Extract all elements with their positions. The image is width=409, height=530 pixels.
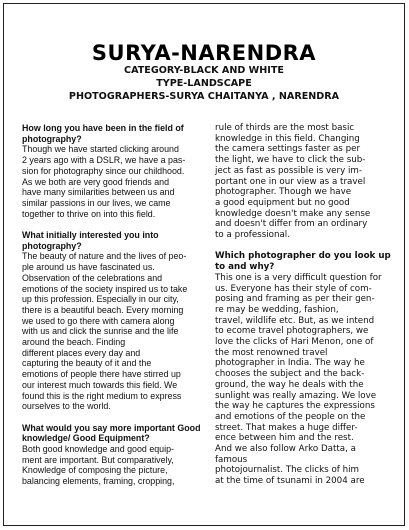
- answer-line: sunlight was really amazing. We love: [215, 390, 377, 401]
- answer-line: Though we have started clicking around: [22, 144, 179, 155]
- answer-line: street. That makes a huge differ-: [215, 422, 358, 433]
- answer-line: balancing elements, framing, cropping,: [22, 476, 175, 487]
- answer-line: love the clicks of Hari Menon, one of: [215, 337, 374, 348]
- answer-line: And we also follow Arko Datta, a: [215, 444, 356, 455]
- answer-line: the camera settings faster as per: [215, 144, 361, 155]
- photographers-line: PHOTOGRAPHERS-SURYA CHAITANYA , NARENDRA: [68, 91, 340, 102]
- answer-line: ourselves to the world.: [22, 401, 111, 412]
- answer-line: our interest much towards this field. We: [22, 379, 178, 390]
- answer-line: photographer. Though we have: [215, 187, 352, 198]
- answer-line: and emotions of the people on the: [215, 411, 366, 422]
- answer-line: emotions of the society inspired us to take: [22, 283, 188, 294]
- question-line: What would you say more important Good: [22, 422, 201, 433]
- answer-line: As we both are very good friends and: [22, 176, 170, 187]
- answer-line: ple around us have fascinated us.: [22, 262, 155, 273]
- article-header: [4, 4, 404, 103]
- answer-line: Observation of the celebrations and: [22, 272, 163, 283]
- qa-block: [22, 123, 196, 219]
- question-line: What initially interested you into: [22, 230, 159, 241]
- answer-line: the light, we have to click the sub-: [215, 155, 366, 166]
- article-title: SURYA-NARENDRA: [91, 41, 317, 65]
- answer-line: to ecome travel photographers, we: [215, 326, 369, 337]
- answer-line: 2 years ago with a DSLR, we have a pas-: [22, 155, 186, 166]
- qa-block: [22, 230, 196, 412]
- left-column: [22, 123, 201, 498]
- answer-line: ment are important. But comparatively,: [22, 454, 174, 465]
- answer-line: knowledge in this field. Changing: [215, 133, 360, 144]
- answer-line: around the beach. Finding: [22, 337, 126, 348]
- qa-block: [215, 123, 390, 241]
- category-line: CATEGORY-BLACK AND WHITE: [124, 65, 284, 76]
- answer-line: at the time of tsunami in 2004 are: [215, 476, 365, 487]
- answer-line: The beauty of nature and the lives of peo-: [22, 251, 187, 262]
- question-line: How long you have been in the field of: [22, 123, 184, 133]
- answer-line: posing and framing as per their gen-: [215, 294, 375, 305]
- page-frame: [3, 3, 405, 526]
- question-line: photography?: [22, 133, 82, 144]
- answer-line: we used to go there with camera along: [22, 315, 175, 326]
- qa-block: [215, 251, 390, 486]
- answer-line: emotions of people there have stirred up: [22, 369, 181, 380]
- answer-line: with us and click the sunrise and the life: [22, 326, 179, 337]
- answer-line: the most renowned travel: [215, 347, 328, 358]
- answer-line: have many similarities between us and: [22, 187, 175, 198]
- answer-line: there is a beautiful beach. Every morning: [22, 304, 184, 315]
- answer-line: Both good knowledge and good equip-: [22, 444, 174, 455]
- qa-block: [22, 422, 201, 487]
- answer-line: photographer in India. The way he: [215, 358, 365, 369]
- answer-line: ground, the way he deals with the: [215, 379, 364, 390]
- right-column: [215, 123, 390, 498]
- answer-line: travel, wildlife etc. But, as we intend: [215, 315, 375, 326]
- answer-line: photojournalist. The clicks of him: [215, 465, 359, 476]
- answer-line: different places every day and: [22, 347, 141, 358]
- answer-line: sion for photography since our childhood.: [22, 165, 185, 176]
- answer-line: up this profession. Especially in our city,: [22, 294, 179, 305]
- answer-line: a good equipment but no good: [215, 197, 350, 208]
- question-line: knowledge/ Good Equipment?: [22, 433, 150, 444]
- answer-line: chooses the subject and the back-: [215, 369, 365, 380]
- answer-line: This one is a very difficult question for: [215, 272, 382, 283]
- answer-line: re may be wedding, fashion,: [215, 304, 339, 315]
- interview-columns: [22, 123, 390, 498]
- answer-line: us. Everyone has their style of com-: [215, 283, 372, 294]
- answer-line: capturing the beauty of it and the: [22, 358, 152, 369]
- question-line: Which photographer do you look up: [215, 251, 391, 262]
- answer-line: portant one in our view as a travel: [215, 176, 366, 187]
- answer-line: the way he captures the expressions: [215, 401, 375, 412]
- question-line: to and why?: [215, 262, 275, 273]
- question-line: photography?: [22, 240, 82, 251]
- answer-line: together to thrive on into this field.: [22, 208, 156, 219]
- answer-line: Knowledge of composing the picture,: [22, 465, 168, 476]
- answer-line: famous: [215, 454, 248, 465]
- answer-line: found this is the right medium to express: [22, 390, 182, 401]
- answer-line: and doesn't differ from an ordinary: [215, 219, 368, 230]
- answer-line: to a professional.: [215, 230, 290, 241]
- answer-line: rule of thirds are the most basic: [215, 123, 355, 133]
- answer-line: ence between him and the rest.: [215, 433, 354, 444]
- answer-line: similar passions in our lives, we came: [22, 197, 171, 208]
- answer-line: ject as fast as possible is very im-: [215, 165, 363, 176]
- answer-line: knowledge doesn't make any sense: [215, 208, 371, 219]
- type-line: TYPE-LANDSCAPE: [156, 78, 252, 89]
